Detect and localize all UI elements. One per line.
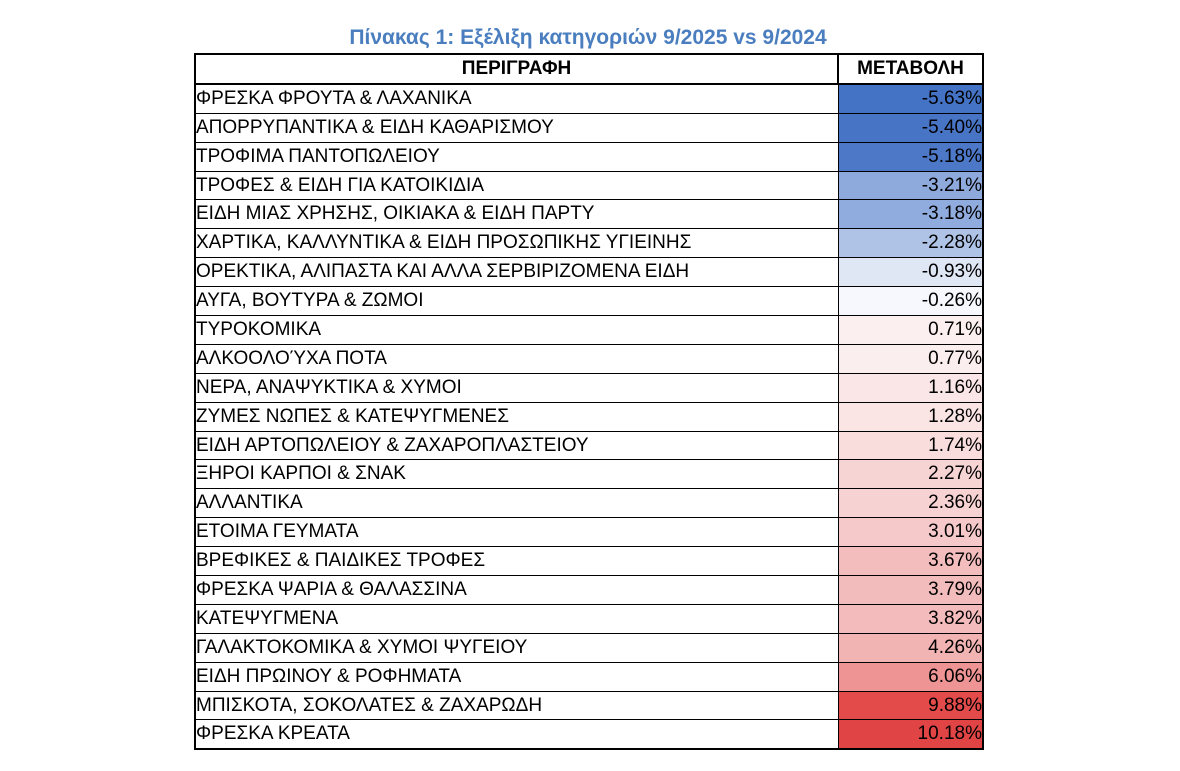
- category-label: ΑΛΚΟΟΛΟΎΧΑ ΠΟΤΑ: [195, 344, 838, 373]
- category-label: ΒΡΕΦΙΚΕΣ & ΠΑΙΔΙΚΕΣ ΤΡΟΦΕΣ: [195, 547, 838, 576]
- table-row: [195, 547, 983, 576]
- change-value: 3.67%: [838, 547, 983, 576]
- change-value: 3.79%: [838, 576, 983, 605]
- table-body: [195, 84, 983, 749]
- change-value: 9.88%: [838, 691, 983, 720]
- category-change-table: [194, 53, 984, 750]
- category-label: ΦΡΕΣΚΑ ΚΡΕΑΤΑ: [195, 720, 838, 749]
- change-value: 1.28%: [838, 402, 983, 431]
- change-value: -3.21%: [838, 171, 983, 200]
- table-row: [195, 662, 983, 691]
- table-header-row: [195, 54, 983, 84]
- table-row: [195, 258, 983, 287]
- change-value: 10.18%: [838, 720, 983, 749]
- change-value: 4.26%: [838, 633, 983, 662]
- category-label: ΑΠΟΡΡΥΠΑΝΤΙΚΑ & ΕΙΔΗ ΚΑΘΑΡΙΣΜΟΥ: [195, 113, 838, 142]
- category-label: ΕΙΔΗ ΑΡΤΟΠΩΛΕΙΟΥ & ΖΑΧΑΡΟΠΛΑΣΤΕΙΟΥ: [195, 431, 838, 460]
- category-label: ΓΑΛΑΚΤΟΚΟΜΙΚΑ & ΧΥΜΟΙ ΨΥΓΕΙΟΥ: [195, 633, 838, 662]
- category-label: ΑΥΓΑ, ΒΟΥΤΥΡΑ & ΖΩΜΟΙ: [195, 287, 838, 316]
- change-value: -0.26%: [838, 287, 983, 316]
- table-row: [195, 316, 983, 345]
- category-label: ΤΡΟΦΙΜΑ ΠΑΝΤΟΠΩΛΕΙΟΥ: [195, 142, 838, 171]
- table-row: [195, 402, 983, 431]
- table-row: [195, 720, 983, 749]
- table-row: [195, 489, 983, 518]
- table-row: [195, 344, 983, 373]
- category-label: ΞΗΡΟΙ ΚΑΡΠΟΙ & ΣΝΑΚ: [195, 460, 838, 489]
- table-row: [195, 142, 983, 171]
- table-row: [195, 633, 983, 662]
- category-label: ΖΥΜΕΣ ΝΩΠΕΣ & ΚΑΤΕΨΥΓΜΕΝΕΣ: [195, 402, 838, 431]
- table-row: [195, 691, 983, 720]
- category-label: ΑΛΛΑΝΤΙΚΑ: [195, 489, 838, 518]
- table-row: [195, 576, 983, 605]
- table-row: [195, 460, 983, 489]
- category-label: ΕΙΔΗ ΠΡΩΙΝΟΥ & ΡΟΦΗΜΑΤΑ: [195, 662, 838, 691]
- category-label: ΧΑΡΤΙΚΑ, ΚΑΛΛΥΝΤΙΚΑ & ΕΙΔΗ ΠΡΟΣΩΠΙΚΗΣ ΥΓΙΕΙΝΗΣ: [195, 229, 838, 258]
- category-label: ΕΙΔΗ ΜΙΑΣ ΧΡΗΣΗΣ, ΟΙΚΙΑΚΑ & ΕΙΔΗ ΠΑΡΤΥ: [195, 200, 838, 229]
- category-label: ΝΕΡΑ, ΑΝΑΨΥΚΤΙΚΑ & ΧΥΜΟΙ: [195, 373, 838, 402]
- table-row: [195, 200, 983, 229]
- table-row: [195, 84, 983, 113]
- category-label: ΦΡΕΣΚΑ ΦΡΟΥΤΑ & ΛΑΧΑΝΙΚΑ: [195, 84, 838, 113]
- table-row: [195, 229, 983, 258]
- change-value: -2.28%: [838, 229, 983, 258]
- category-label: ΤΥΡΟΚΟΜΙΚΑ: [195, 316, 838, 345]
- table-row: [195, 171, 983, 200]
- change-value: 6.06%: [838, 662, 983, 691]
- change-value: 0.71%: [838, 316, 983, 345]
- change-value: 0.77%: [838, 344, 983, 373]
- column-header-description: ΠΕΡΙΓΡΑΦΗ: [195, 54, 838, 84]
- category-label: ΜΠΙΣΚΟΤΑ, ΣΟΚΟΛΑΤΕΣ & ΖΑΧΑΡΩΔΗ: [195, 691, 838, 720]
- table-row: [195, 604, 983, 633]
- table-title: Πίνακας 1: Εξέλιξη κατηγοριών 9/2025 vs 9/2024: [349, 26, 827, 49]
- change-value: 1.16%: [838, 373, 983, 402]
- table-row: [195, 113, 983, 142]
- table-row: [195, 518, 983, 547]
- table-row: [195, 431, 983, 460]
- change-value: -0.93%: [838, 258, 983, 287]
- category-label: ΤΡΟΦΕΣ & ΕΙΔΗ ΓΙΑ ΚΑΤΟΙΚΙΔΙΑ: [195, 171, 838, 200]
- change-value: 3.82%: [838, 604, 983, 633]
- change-value: -5.63%: [838, 84, 983, 113]
- category-label: ΚΑΤΕΨΥΓΜΕΝΑ: [195, 604, 838, 633]
- category-label: ΕΤΟΙΜΑ ΓΕΥΜΑΤΑ: [195, 518, 838, 547]
- change-value: 3.01%: [838, 518, 983, 547]
- change-value: -5.18%: [838, 142, 983, 171]
- table-row: [195, 287, 983, 316]
- table-row: [195, 373, 983, 402]
- change-value: 2.36%: [838, 489, 983, 518]
- category-label: ΦΡΕΣΚΑ ΨΑΡΙΑ & ΘΑΛΑΣΣΙΝΑ: [195, 576, 838, 605]
- change-value: 2.27%: [838, 460, 983, 489]
- column-header-change: ΜΕΤΑΒΟΛΗ: [838, 54, 983, 84]
- change-value: 1.74%: [838, 431, 983, 460]
- category-label: ΟΡΕΚΤΙΚΑ, ΑΛΙΠΑΣΤΑ ΚΑΙ ΑΛΛΑ ΣΕΡΒΙΡΙΖΟΜΕΝΑ ΕΙΔΗ: [195, 258, 838, 287]
- change-value: -5.40%: [838, 113, 983, 142]
- change-value: -3.18%: [838, 200, 983, 229]
